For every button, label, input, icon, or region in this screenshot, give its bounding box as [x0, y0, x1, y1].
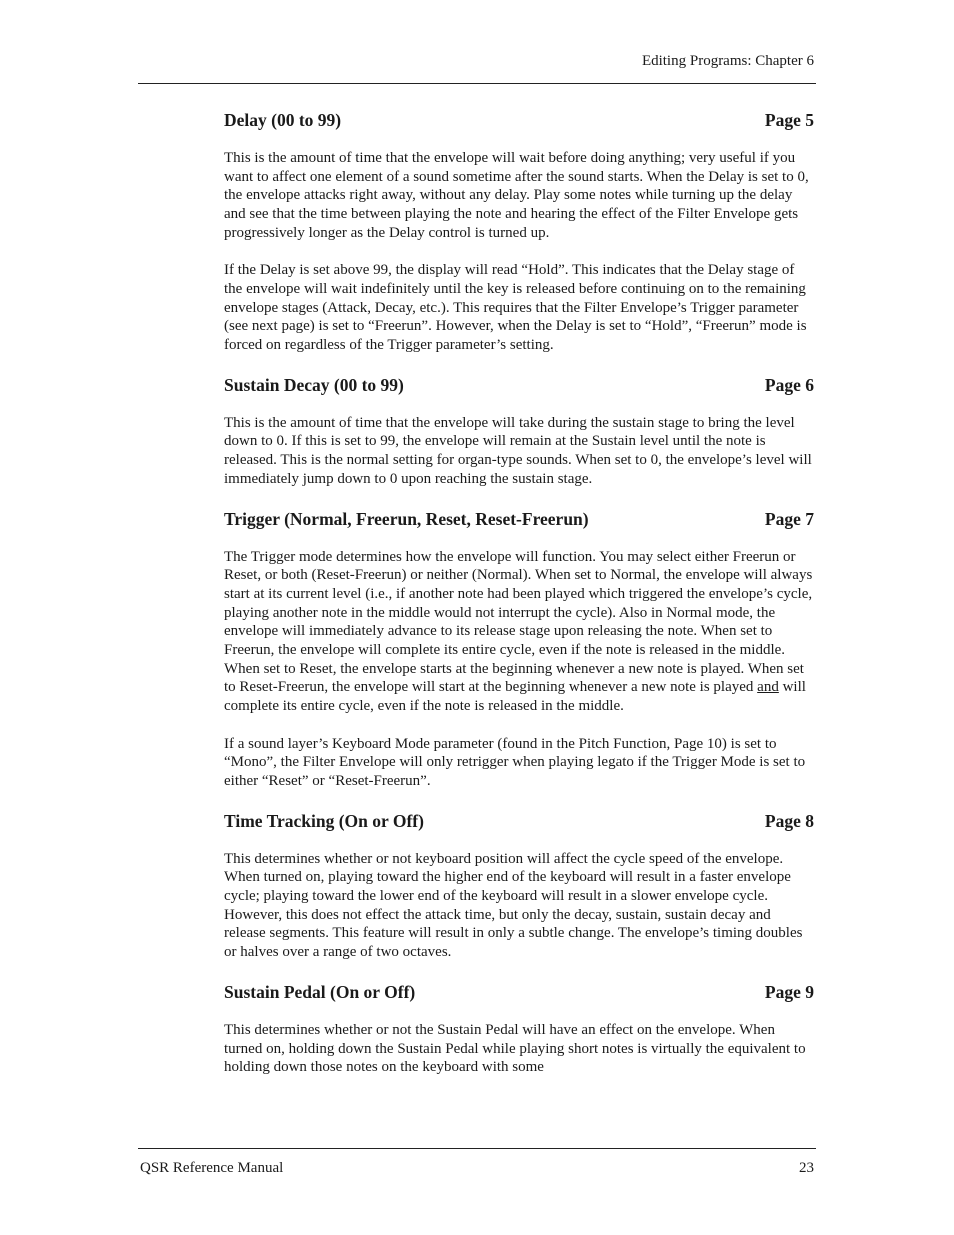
section-page: Page 9 [764, 981, 814, 1002]
paragraph: This is the amount of time that the envelope will wait before doing anything; very useful if you want to affect one element of a sound sometime after the sound starts. When the Delay is set to 0, the envelope attacks right away, without any delay. Play some notes while turning up the delay and see that the time between playing the note and hearing the effect of the Filter Envelope gets progressively longer as the Delay control is turned up. [224, 150, 809, 241]
section-heading-sustain-decay [224, 371, 814, 399]
underlined-word: and [757, 679, 779, 696]
section-title: Delay (00 to 99) [224, 110, 342, 130]
running-head: Editing Programs: Chapter 6 [641, 53, 814, 69]
section-page: Page 8 [764, 810, 814, 831]
footer-rule [138, 1148, 816, 1149]
paragraph-trigger [224, 548, 814, 716]
header-rule [138, 83, 816, 84]
paragraph-text: will complete its entire cycle, even if the note is released in the middle. [224, 679, 806, 715]
paragraph: This determines whether or not keyboard position will affect the cycle speed of the envelope. When turned on, playing toward the higher end of the keyboard will result in a faster envelope cycle; playing toward the lower end of the keyboard will result in a slower envelope cycle. However, this does not effect the attack time, but only the decay, sustain, sustain decay and release segments. This feature will result in only a subtle change. The envelope’s timing doubles or halves over a range of two octaves. [224, 850, 803, 961]
footer-manual-title: QSR Reference Manual [140, 1160, 284, 1176]
paragraph: This is the amount of time that the envelope will take during the sustain stage to bring the level down to 0. If this is set to 99, the envelope will remain at the Sustain level until the note is released. This is the normal setting for organ-type sounds. When set to 0, the envelope’s level will immediately jump down to 0 upon reaching the sustain stage. [224, 414, 812, 487]
section-page: Page 6 [764, 374, 814, 395]
section-title: Trigger (Normal, Freerun, Reset, Reset-Freerun) [224, 508, 589, 529]
section-heading-sustain-pedal [224, 978, 814, 1006]
section-heading-delay [224, 106, 814, 134]
section-page: Page 7 [764, 508, 814, 529]
section-page: Page 5 [764, 110, 814, 130]
page-content [224, 106, 814, 1077]
paragraph: If a sound layer’s Keyboard Mode parameter (found in the Pitch Function, Page 10) is set to “Mono”, the Filter Envelope will only retrigger when playing legato if the Trigger Mode is set to either “Reset” or “Reset-Freerun”. [224, 735, 806, 789]
section-heading-trigger [224, 505, 814, 533]
section-title: Sustain Decay (00 to 99) [224, 374, 404, 395]
footer-page-number: 23 [799, 1160, 814, 1176]
section-heading-time-tracking [224, 807, 814, 835]
section-title: Time Tracking (On or Off) [224, 810, 424, 831]
paragraph: This determines whether or not the Sustain Pedal will have an effect on the envelope. When turned on, holding down the Sustain Pedal while playing short notes is virtually the equivalent to holding down those notes on the keyboard with some [224, 1021, 806, 1076]
paragraph: If the Delay is set above 99, the display will read “Hold”. This indicates that the Delay stage of the envelope will wait indefinitely until the key is released before continuing on to the remaining envelope stages (Attack, Decay, etc.). This requires that the Filter Envelope’s Trigger parameter (see next page) is set to “Freerun”. However, when the Delay is set to “Hold”, “Freerun” mode is forced on regardless of the Trigger parameter’s setting. [224, 262, 807, 354]
paragraph-text: The Trigger mode determines how the envelope will function. You may select either Freerun or Reset, or both (Reset-Freerun) or neither (Normal). When set to Normal, the envelope will always start at its current level (i.e., if another note had been played which triggered the envelope’s cycle, playing another note in the middle would not interrupt the cycle). Also in Normal mode, the envelope will immediately advance to its release stage upon releasing the note. When set to Freerun, the envelope will complete its entire cycle, even if the note is released in the middle. When set to Reset, the envelope starts at the beginning whenever a new note is played. When set to Reset-Freerun, the envelope will start at the beginning whenever a new note is played [224, 548, 813, 696]
section-title: Sustain Pedal (On or Off) [224, 981, 416, 1002]
